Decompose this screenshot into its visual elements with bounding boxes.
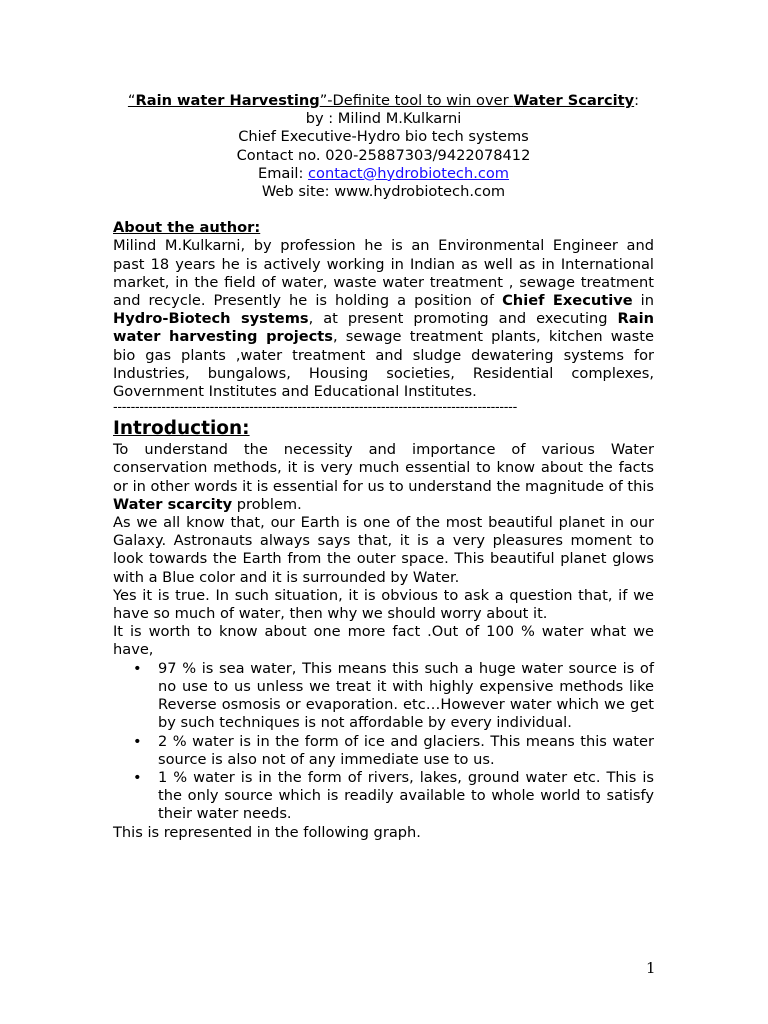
email-link[interactable]: contact@hydrobiotech.com	[308, 164, 510, 182]
title-underlined: “Rain water Harvesting”-Definite tool to win over Water Scarcity	[127, 92, 635, 109]
about-paragraph: Milind M.Kulkarni, by profession he is an Environmental Engineer and past 18 years he is actively working in Indian as well as in International market, in the field of water, waste water treatment , sewage treatment and recycle. Presently he is holding a position of Chief Executive in Hydro-Biotech systems, at present promoting and executing Rain water harvesting projects, sewage treatment plants, kitchen waste bio gas plants ,water treatment and sludge dewatering systems for Industries, bungalows, Housing societies, Residential complexes, Government Institutes and Educational Institutes.	[113, 237, 654, 401]
bullet-list	[113, 660, 654, 824]
contact-number: Contact no. 020-25887303/9422078412	[236, 146, 531, 164]
document-page	[113, 92, 654, 842]
intro-paragraph-4: It is worth to know about one more fact .Out of 100 % water what we have,	[113, 623, 654, 659]
about-heading: About the author:	[113, 219, 261, 237]
author-position: Chief Executive-Hydro bio tech systems	[238, 128, 529, 146]
intro-paragraph-1: To understand the necessity and importance of various Water conservation methods, it is very much essential to know about the facts or in other words it is essential for us to understand the magnitude of this Water scarcity problem.	[113, 441, 654, 513]
intro-paragraph-2: As we all know that, our Earth is one of the most beautiful planet in our Galaxy. Astronauts always says that, it is a very pleasures moment to look towards the Earth from the outer space. This beautiful planet glows with a Blue color and it is surrounded by Water.	[113, 514, 654, 586]
bullet-icon: •	[133, 768, 142, 786]
list-item: • 1 % water is in the form of rivers, lakes, ground water etc. This is the only source which is readily available to whole world to satisfy their water needs.	[133, 768, 654, 823]
closing-line: This is represented in the following graph.	[113, 823, 421, 841]
title-bold-rwh: Rain water Harvesting	[135, 92, 320, 109]
intro-heading: Introduction:	[113, 418, 250, 440]
website-line: Web site: www.hydrobiotech.com	[261, 183, 506, 201]
byline: by : Milind M.Kulkarni	[305, 110, 462, 128]
email-line: Email: contact@hydrobiotech.com	[257, 164, 510, 182]
title: “Rain water Harvesting”-Definite tool to win over Water Scarcity:	[127, 92, 640, 109]
separator-line: --------------------------------------------------------------------------------------------	[113, 401, 517, 416]
bullet-icon: •	[133, 732, 142, 750]
list-item: • 2 % water is in the form of ice and glaciers. This means this water source is also not of any immediate use to us.	[133, 732, 654, 768]
title-bold-water-scarcity: Water Scarcity	[513, 92, 635, 109]
page-number: 1	[646, 959, 656, 977]
spacer	[113, 201, 654, 219]
intro-paragraph-3: Yes it is true. In such situation, it is obvious to ask a question that, if we have so much of water, then why we should worry about it.	[113, 586, 654, 623]
bullet-icon: •	[133, 659, 142, 677]
list-item: • 97 % is sea water, This means this such a huge water source is of no use to us unless we treat it with highly expensive methods like Reverse osmosis or evaporation. etc…However water which we get by such techniques is not affordable by every individual.	[133, 659, 654, 732]
